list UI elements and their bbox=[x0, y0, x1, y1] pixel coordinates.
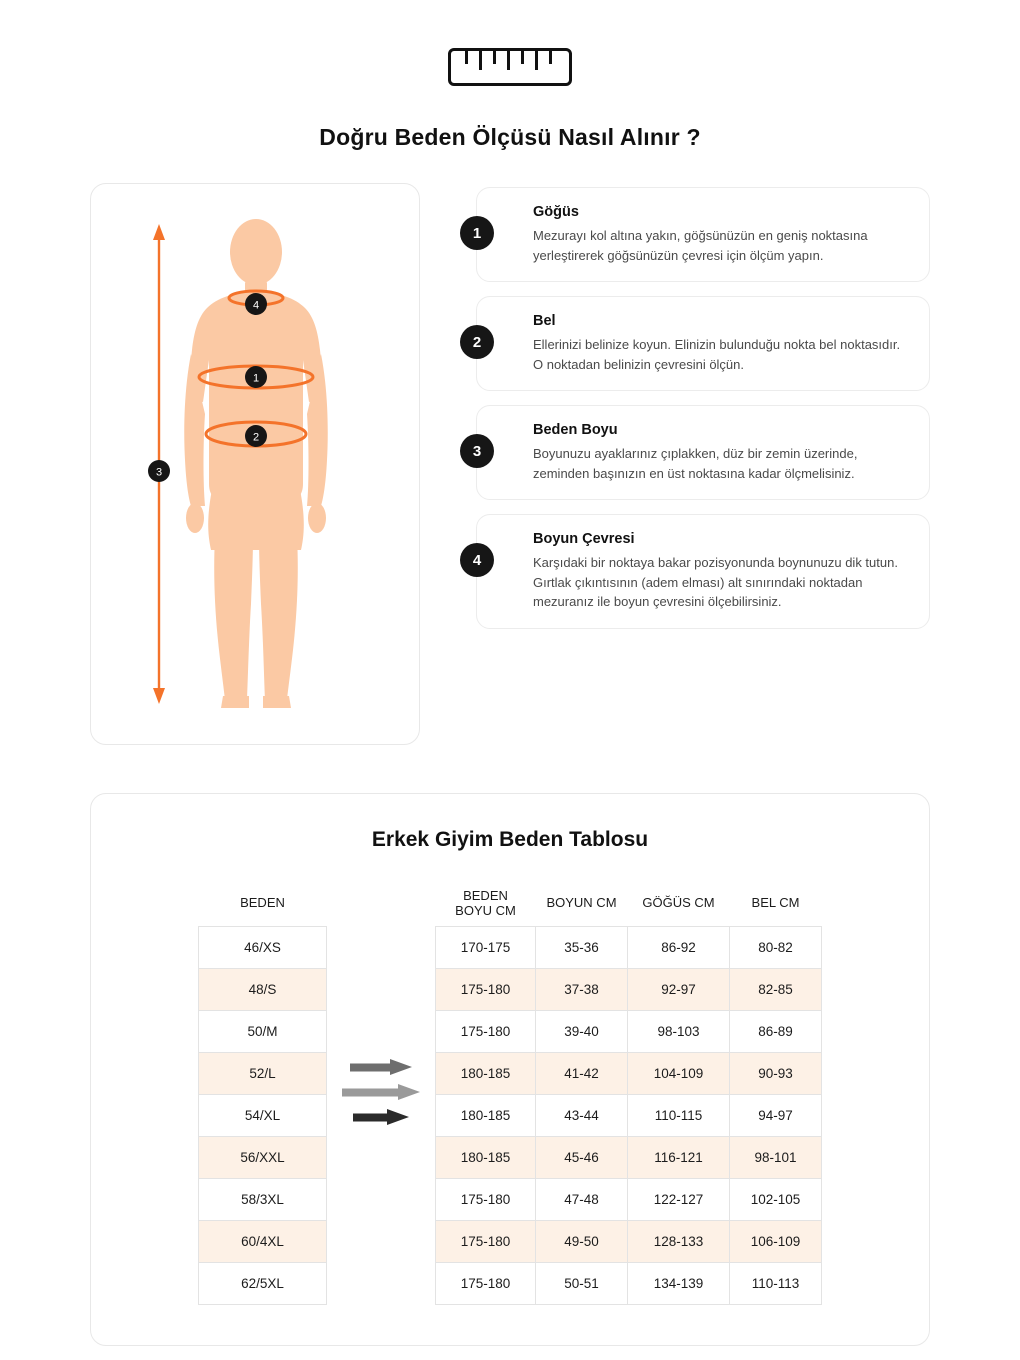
boyun-cell: 41-42 bbox=[536, 1052, 628, 1094]
bel-cell: 82-85 bbox=[730, 968, 822, 1010]
size-cell: 62/5XL bbox=[199, 1262, 327, 1304]
gogus-cell: 110-115 bbox=[628, 1094, 730, 1136]
size-cell: 58/3XL bbox=[199, 1178, 327, 1220]
bel-cell: 86-89 bbox=[730, 1010, 822, 1052]
bel-cell: 98-101 bbox=[730, 1136, 822, 1178]
table-row bbox=[199, 1136, 327, 1178]
boyun-cell: 37-38 bbox=[536, 968, 628, 1010]
size-cell: 46/XS bbox=[199, 926, 327, 968]
boyun-cell: 39-40 bbox=[536, 1010, 628, 1052]
size-cell: 54/XL bbox=[199, 1094, 327, 1136]
step-card-gogus bbox=[472, 187, 930, 282]
boyun-cell: 49-50 bbox=[536, 1220, 628, 1262]
size-table-layout bbox=[115, 880, 905, 1305]
arrow-right-icon bbox=[350, 1059, 412, 1075]
boyun-cell: 45-46 bbox=[536, 1136, 628, 1178]
table-row bbox=[199, 1094, 327, 1136]
size-cell: 50/M bbox=[199, 1010, 327, 1052]
svg-text:3: 3 bbox=[155, 466, 163, 479]
ruler-icon bbox=[448, 48, 572, 86]
arrow-group bbox=[327, 880, 435, 1305]
step-title-1: Göğüs bbox=[533, 204, 579, 220]
arrow-right-icon bbox=[353, 1109, 409, 1125]
table-row bbox=[436, 1010, 822, 1052]
header-beden-boyu: BEDEN BOYU CM bbox=[455, 887, 516, 918]
body-figure-illustration bbox=[91, 184, 421, 746]
bel-cell: 90-93 bbox=[730, 1052, 822, 1094]
boyun-cell: 47-48 bbox=[536, 1178, 628, 1220]
gogus-cell: 98-103 bbox=[628, 1010, 730, 1052]
table-row bbox=[436, 1178, 822, 1220]
step-card-bel bbox=[472, 296, 930, 391]
table-row bbox=[436, 1136, 822, 1178]
svg-text:1: 1 bbox=[252, 372, 260, 385]
bel-cell: 106-109 bbox=[730, 1220, 822, 1262]
step-title-3: Beden Boyu bbox=[533, 422, 618, 438]
beden-boyu-cell: 170-175 bbox=[436, 926, 536, 968]
size-cell: 48/S bbox=[199, 968, 327, 1010]
table-row bbox=[199, 1178, 327, 1220]
gogus-cell: 104-109 bbox=[628, 1052, 730, 1094]
ruler-icon-wrap bbox=[0, 0, 1020, 86]
step-badge-3: 3 bbox=[460, 434, 494, 468]
table-row bbox=[199, 1262, 327, 1304]
beden-boyu-cell: 180-185 bbox=[436, 1094, 536, 1136]
step-title-4: Boyun Çevresi bbox=[533, 531, 635, 547]
step-title-2: Bel bbox=[533, 313, 556, 329]
header-beden: BEDEN bbox=[240, 895, 285, 911]
step-card-boyun-cevresi bbox=[472, 514, 930, 629]
gogus-cell: 86-92 bbox=[628, 926, 730, 968]
page-title: Doğru Beden Ölçüsü Nasıl Alınır ? bbox=[319, 124, 701, 150]
beden-boyu-cell: 175-180 bbox=[436, 1220, 536, 1262]
table-row bbox=[436, 1220, 822, 1262]
bel-cell: 94-97 bbox=[730, 1094, 822, 1136]
boyun-cell: 35-36 bbox=[536, 926, 628, 968]
size-table-title: Erkek Giyim Beden Tablosu bbox=[371, 828, 649, 851]
header-gogus: GÖĞÜS CM bbox=[642, 895, 715, 911]
beden-boyu-cell: 180-185 bbox=[436, 1136, 536, 1178]
beden-boyu-cell: 175-180 bbox=[436, 1010, 536, 1052]
bel-cell: 80-82 bbox=[730, 926, 822, 968]
step-text-4: Karşıdaki bir noktaya bakar pozisyonunda boynunuzu dik tutun. Gırtlak çıkıntısının (adem elması) alt sınırındaki noktadan mezuranız ile boyun çevresini ölçebilirsiniz. bbox=[533, 555, 898, 609]
table-row bbox=[199, 926, 327, 968]
size-column-table bbox=[198, 880, 327, 1305]
bel-cell: 110-113 bbox=[730, 1262, 822, 1304]
size-table-card bbox=[90, 793, 930, 1346]
beden-boyu-cell: 175-180 bbox=[436, 1262, 536, 1304]
step-badge-4: 4 bbox=[460, 543, 494, 577]
table-row bbox=[199, 1052, 327, 1094]
header-bel: BEL CM bbox=[751, 895, 800, 911]
gogus-cell: 122-127 bbox=[628, 1178, 730, 1220]
header-boyun: BOYUN CM bbox=[546, 895, 617, 911]
size-cell: 60/4XL bbox=[199, 1220, 327, 1262]
measurements-table bbox=[435, 880, 822, 1305]
svg-text:2: 2 bbox=[252, 431, 260, 444]
beden-boyu-cell: 175-180 bbox=[436, 968, 536, 1010]
gogus-cell: 134-139 bbox=[628, 1262, 730, 1304]
step-text-2: Ellerinizi belinize koyun. Elinizin bulunduğu nokta bel noktasıdır. O noktadan belinizin çevresini ölçün. bbox=[533, 337, 901, 372]
body-figure-card bbox=[90, 183, 420, 745]
measurement-guide-section bbox=[0, 183, 1020, 745]
steps-list bbox=[472, 183, 930, 629]
bel-cell: 102-105 bbox=[730, 1178, 822, 1220]
step-card-beden-boyu bbox=[472, 405, 930, 500]
table-row bbox=[436, 1052, 822, 1094]
gogus-cell: 128-133 bbox=[628, 1220, 730, 1262]
table-row bbox=[199, 1220, 327, 1262]
step-text-1: Mezurayı kol altına yakın, göğsünüzün en geniş noktasına yerleştirerek göğsünüzün çevresi için ölçüm yapın. bbox=[533, 228, 868, 263]
table-row bbox=[436, 926, 822, 968]
beden-boyu-cell: 175-180 bbox=[436, 1178, 536, 1220]
gogus-cell: 92-97 bbox=[628, 968, 730, 1010]
boyun-cell: 43-44 bbox=[536, 1094, 628, 1136]
step-text-3: Boyunuzu ayaklarınız çıplakken, düz bir zemin üzerinde, zeminden başınızın en üst noktasına kadar ölçmelisiniz. bbox=[533, 446, 858, 481]
step-badge-2: 2 bbox=[460, 325, 494, 359]
step-badge-1: 1 bbox=[460, 216, 494, 250]
size-cell: 52/L bbox=[199, 1052, 327, 1094]
arrow-right-icon bbox=[342, 1084, 420, 1100]
size-cell: 56/XXL bbox=[199, 1136, 327, 1178]
boyun-cell: 50-51 bbox=[536, 1262, 628, 1304]
svg-text:4: 4 bbox=[252, 299, 260, 312]
gogus-cell: 116-121 bbox=[628, 1136, 730, 1178]
table-row bbox=[436, 1262, 822, 1304]
beden-boyu-cell: 180-185 bbox=[436, 1052, 536, 1094]
table-row bbox=[436, 1094, 822, 1136]
table-row bbox=[199, 1010, 327, 1052]
table-row bbox=[199, 968, 327, 1010]
table-row bbox=[436, 968, 822, 1010]
